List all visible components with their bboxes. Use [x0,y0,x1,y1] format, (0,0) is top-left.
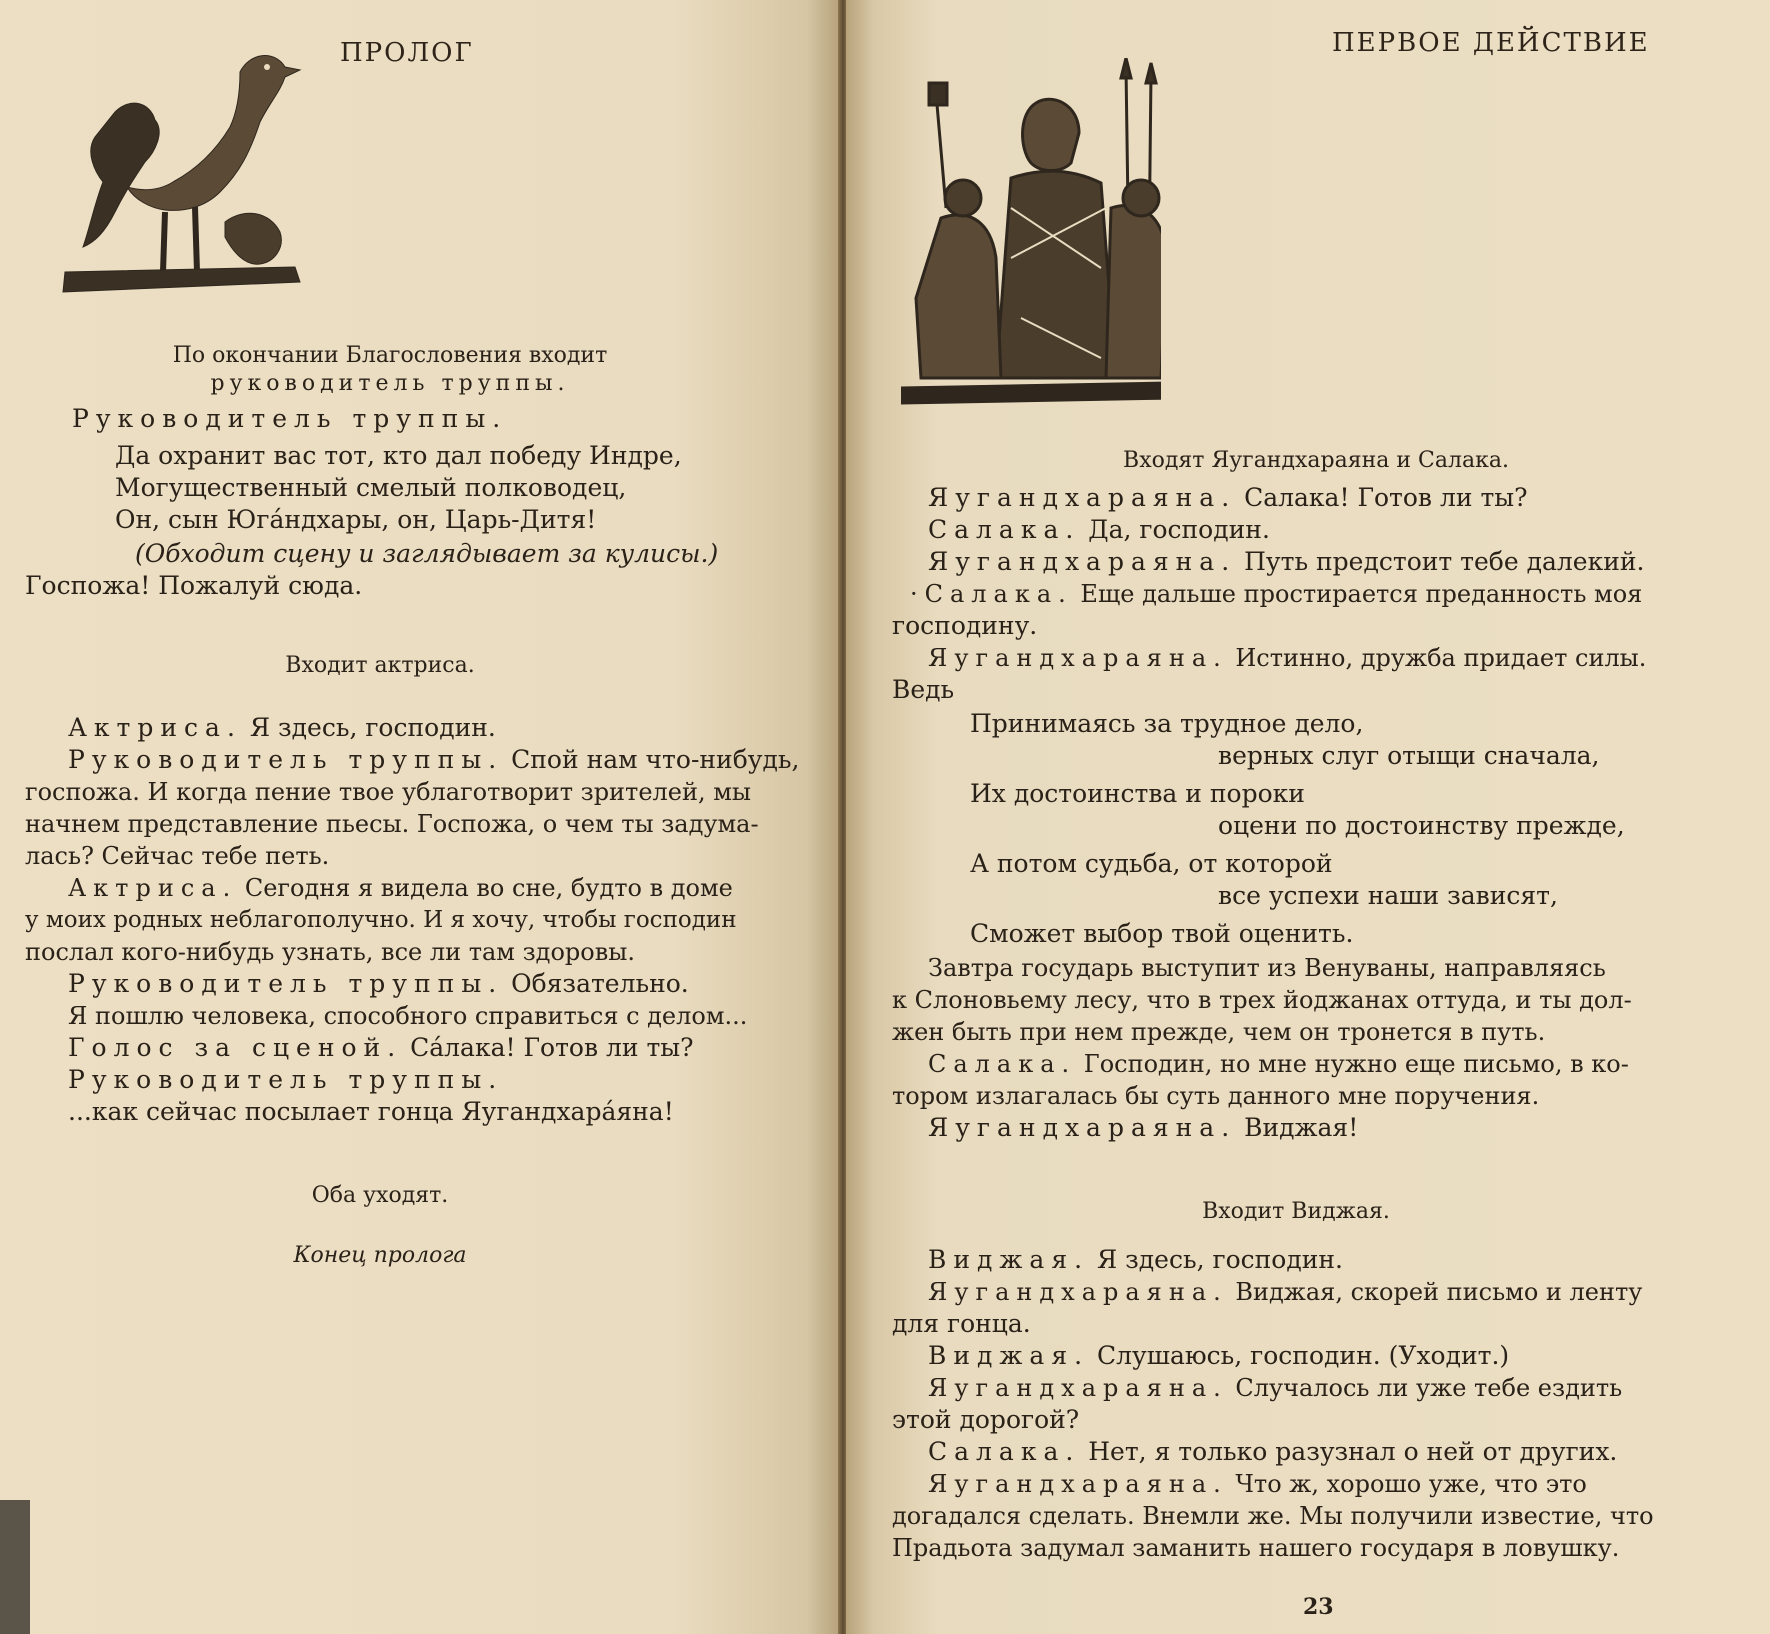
dialogue-line: Ведь [892,675,955,704]
dialogue-line: Руководитель труппы. Обязательно. [68,969,689,998]
dialogue-line: господину. [892,611,1038,640]
end-of-prologue: Конец пролога [293,1243,467,1268]
dialogue-line: Салака. Да, господин. [928,515,1270,544]
dialogue-line: Салака. Господин, но мне нужно еще письмо, в ко- [928,1050,1629,1078]
dialogue-line: Прадьота задумал заманить нашего государя в ловушку. [892,1534,1620,1562]
verse-line: Принимаясь за трудное дело, [970,709,1364,738]
stage-aside: (Обходит сцену и заглядывает за кулисы.) [135,539,719,568]
verse-line: верных слуг отыщи сначала, [1218,741,1600,770]
dialogue-line: к Слоновьему лесу, что в трех йоджанах оттуда, и ты дол- [892,986,1632,1014]
verse-line: все успехи наши зависят, [1218,881,1558,910]
dialogue-line: Виджая. Я здесь, господин. [928,1245,1344,1274]
dialogue-line: послал кого-нибудь узнать, все ли там здоровы. [25,938,635,966]
stage-direction-line: По окончании Благословения входит [172,343,608,368]
stage-direction-line: руководитель труппы. [210,371,570,396]
verse-line: Их достоинства и пороки [970,779,1305,808]
speaker-name: Руководитель труппы. [72,404,508,433]
dialogue-line: Яугандхараяна. Виджая, скорей письмо и ленту [928,1278,1643,1306]
dialogue-line: начнем представление пьесы. Госпожа, о чем ты задума- [25,810,759,838]
dialogue-line: Руководитель труппы. [68,1065,504,1094]
dialogue-line: Завтра государь выступит из Венуваны, направляясь [928,954,1606,982]
dialogue-line: Салака. Нет, я только разузнал о ней от других. [928,1437,1618,1466]
page-number: 23 [1303,1594,1334,1620]
stage-direction-exit: Оба уходят. [311,1183,449,1208]
dialogue-line: ...как сейчас посылает гонца Яугандхара́яна! [68,1097,674,1126]
verse-line: Он, сын Юга́ндхары, он, Царь-Дитя! [115,505,597,534]
verse-line: Да охранит вас тот, кто дал победу Индре, [115,441,682,470]
bird-icon [55,42,305,312]
stage-direction: Входит актриса. [285,653,475,678]
verse-line: Могущественный смелый полководец, [115,473,627,502]
dialogue-line: Виджая. Слушаюсь, господин. (Уходит.) [928,1341,1510,1370]
dialogue-line: этой дорогой? [892,1405,1080,1434]
stage-direction: Входят Яугандхараяна и Салака. [1123,448,1509,473]
dialogue-line: для гонца. [892,1309,1031,1338]
warriors-icon [901,58,1161,418]
page-header-prologue: ПРОЛОГ [340,38,474,68]
right-page [846,0,1770,1634]
dialogue-line: ·Салака. Еще дальше простирается преданность моя [910,580,1643,608]
dialogue-line: Руководитель труппы. Спой нам что-нибудь, [68,745,800,774]
dialogue-line: Яугандхараяна. Виджая! [928,1113,1359,1142]
dialogue-line: у моих родных неблагополучно. И я хочу, чтобы господин [25,907,737,933]
dialogue-line: догадался сделать. Внемли же. Мы получили известие, что [892,1502,1654,1530]
page-header-act-one: ПЕРВОЕ ДЕЙСТВИЕ [1332,28,1650,58]
stage-direction: Входит Виджая. [1202,1199,1390,1224]
dialogue-line: жен быть при нем прежде, чем он тронется в путь. [892,1018,1546,1046]
dialogue-line: госпожа. И когда пение твое ублаготворит зрителей, мы [25,778,751,806]
dialogue-line: Яугандхараяна. Салака! Готов ли ты? [928,483,1528,512]
dialogue-line: Яугандхараяна. Путь предстоит тебе далекий. [928,547,1645,576]
dialogue-line: Голос за сценой. Са́лака! Готов ли ты? [68,1033,694,1062]
dialogue-line: Яугандхараяна. Случалось ли уже тебе ездить [928,1374,1623,1402]
dialogue-line: Актриса. Я здесь, господин. [68,713,496,742]
corner-shadow [0,1500,30,1634]
dialogue-line: Актриса. Сегодня я видела во сне, будто в доме [68,874,733,902]
dialogue-line: Я пошлю человека, способного справиться с делом... [68,1002,748,1030]
dialogue-line: Яугандхараяна. Истинно, дружба придает силы. [928,644,1647,672]
text-line: Госпожа! Пожалуй сюда. [25,571,363,600]
verse-line: оцени по достоинству прежде, [1218,811,1625,840]
dialogue-line: лась? Сейчас тебе петь. [25,842,330,870]
verse-line: Сможет выбор твой оценить. [970,919,1354,948]
dialogue-line: тором излагалась бы суть данного мне поручения. [892,1082,1540,1110]
left-page [0,0,840,1634]
verse-line: А потом судьба, от которой [970,849,1333,878]
dialogue-line: Яугандхараяна. Что ж, хорошо уже, что это [928,1470,1587,1498]
